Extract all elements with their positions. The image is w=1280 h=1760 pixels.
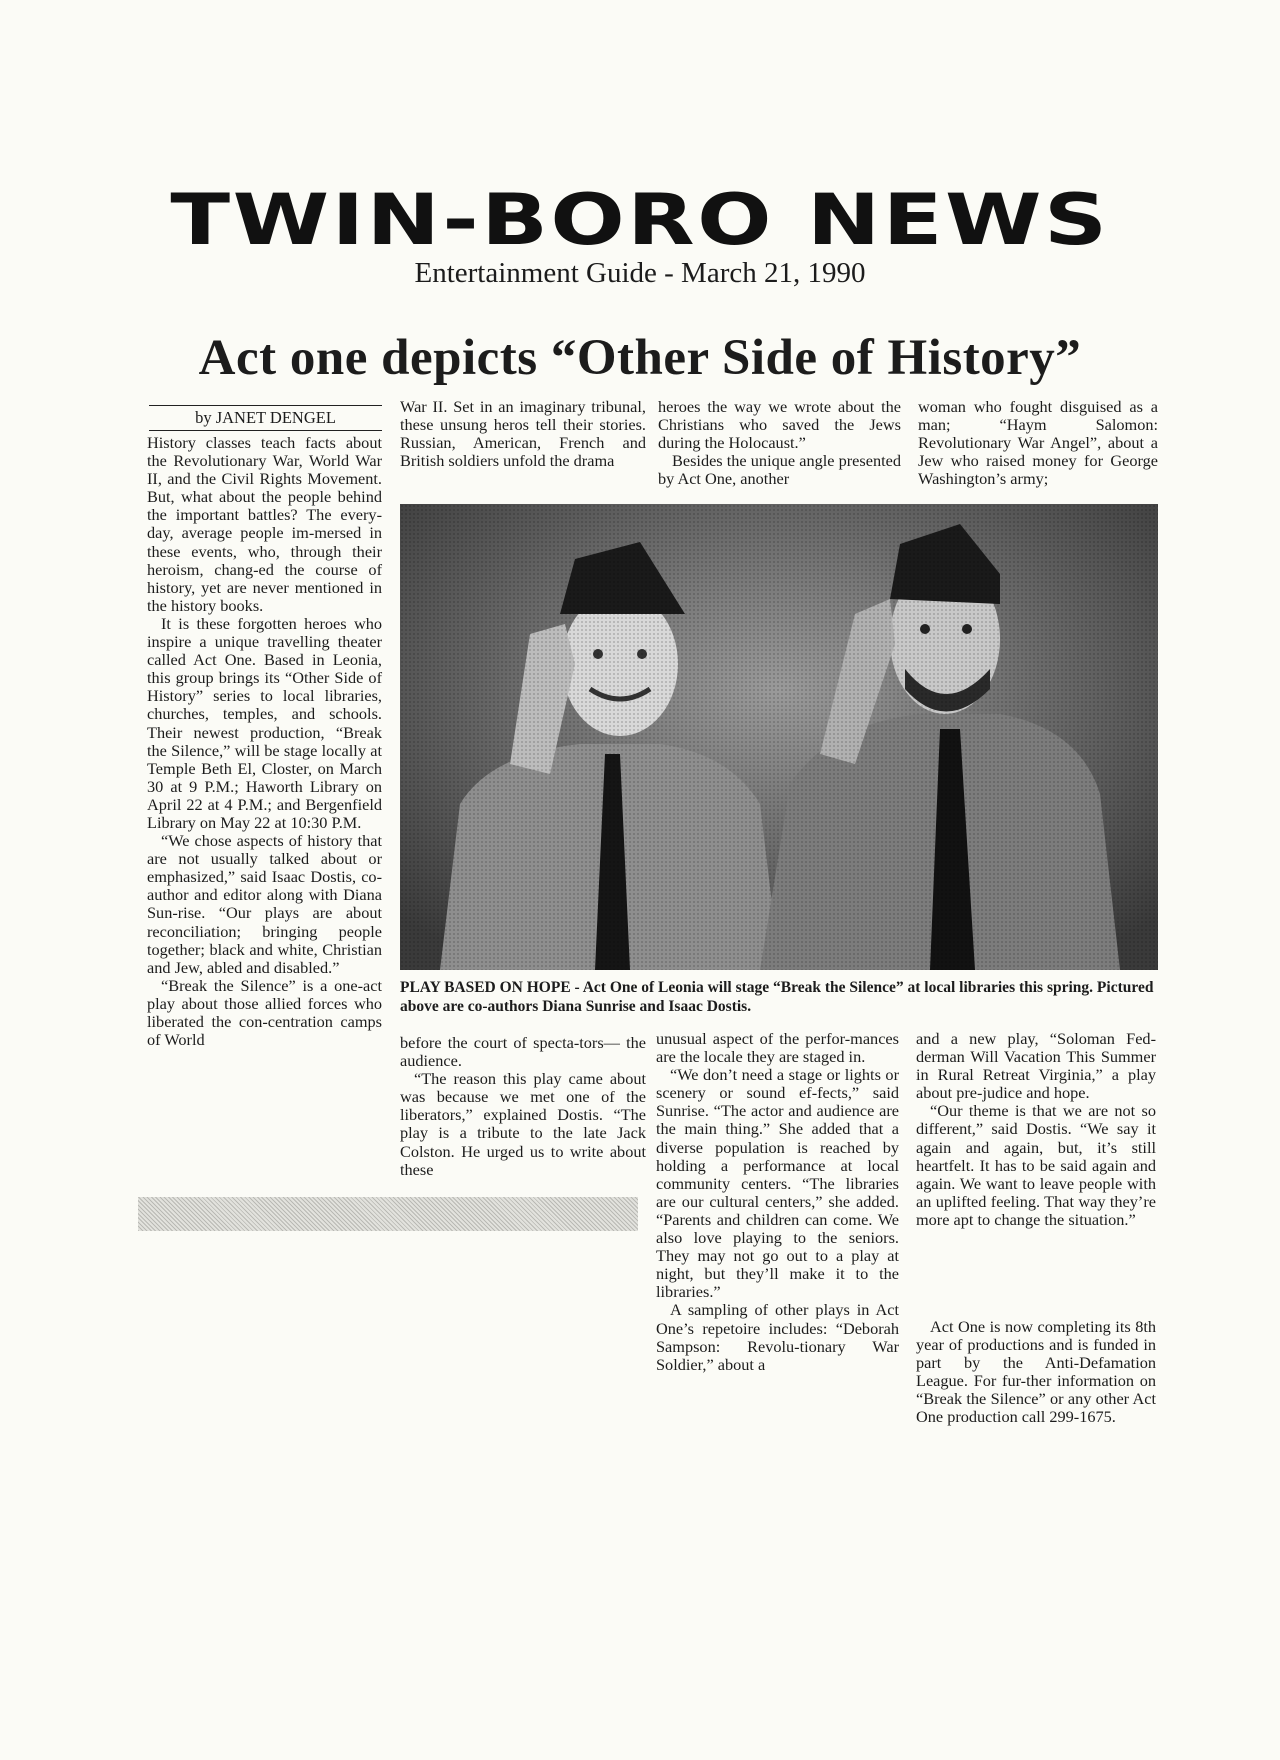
byline: by JANET DENGEL (195, 408, 336, 427)
column-2-top (400, 398, 646, 470)
paragraph: unusual aspect of the perfor-mances are the locale they are staged in. (656, 1029, 899, 1067)
paragraph: woman who fought disguised as a man; “Haym Salomon: Revolutionary War Angel”, about a Jew who raised money for George Washington’s army; (918, 397, 1158, 489)
news-photo (400, 504, 1158, 970)
column-4-top (918, 398, 1158, 488)
paragraph: A sampling of other plays in Act One’s repetoire includes: “Deborah Sampson: Revolu-tionary War Soldier,” about a (656, 1300, 899, 1374)
paragraph: before the court of specta-tors— the audience. (400, 1033, 646, 1071)
photo-caption: PLAY BASED ON HOPE - Act One of Leonia will stage “Break the Silence” at local libraries this spring. Pictured above are co-authors Diana Sunrise and Isaac Dostis. (400, 979, 1154, 1015)
headline: Act one depicts “Other Side of History” (198, 330, 1082, 386)
paragraph: heroes the way we wrote about the Christians who saved the Jews during the Holocaust.” (658, 397, 901, 453)
column-3-bottom (656, 1030, 899, 1374)
masthead: TWIN-BORO NEWS (170, 179, 1110, 261)
column-1 (147, 434, 382, 1049)
paragraph: Act One is now completing its 8th year of productions and is funded in part by the Anti-Defamation League. For fur-ther information on “Break the Silence” or any other Act One production call 299-1675. (916, 1317, 1156, 1427)
paragraph: It is these forgotten heroes who inspire a unique travelling theater called Act One. Based in Leonia, this group brings its “Other Side of History” series to local libraries, churches, temples, and schools. Their newest production, “Break the Silence,” will be stage locally at Temple Beth El, Closter, on March 30 at 9 P.M.; Haworth Library on April 22 at 4 P.M.; and Bergenfield Library on May 22 at 10:30 P.M. (147, 613, 382, 832)
paragraph: History classes teach facts about the Revolutionary War, World War II, and the Civil Rights Movement. But, what about the people behind the important battles? The every-day, average people im-mersed in these events, who, through their heroism, chang-ed the course of history, yet are never mentioned in the history books. (147, 433, 382, 615)
column-3-top (658, 398, 901, 488)
paragraph: and a new play, “Soloman Fed-derman Will Vacation This Summer in Rural Retreat Virginia,” a play about pre-judice and hope. (916, 1029, 1156, 1103)
byline-rule-bottom (149, 430, 382, 431)
paragraph: War II. Set in an imaginary tribunal, these unsung heros tell their stories. Russian, American, French and British soldiers unfold the drama (400, 397, 646, 471)
column-4-end (916, 1318, 1156, 1427)
paragraph: “The reason this play came about was because we met one of the liberators,” explained Dostis. “The play is a tribute to the late Jack Colston. He urged us to write about these (400, 1069, 646, 1179)
paragraph: “Our theme is that we are not so different,” said Dostis. “We say it again and again, but, it’s still heartfelt. It has to be said again and again. We want to leave people with an uplifted feeling. That way they’re more apt to change the situation.” (916, 1101, 1156, 1229)
column-4-bottom (916, 1030, 1156, 1229)
paragraph: Besides the unique angle presented by Act One, another (658, 451, 901, 489)
paragraph: “Break the Silence” is a one-act play about those allied forces who liberated the con-centration camps of World (147, 975, 382, 1050)
paragraph: “We don’t need a stage or lights or scenery or sound ef-fects,” said Sunrise. “The actor and audience are the main thing.” She added that a diverse population is reached by holding a performance at local community centers. “The libraries are our cultural centers,” she added. “Parents and children can come. We also love playing to the seniors. They may not go out to a play at night, but they’ll make it to the libraries.” (656, 1065, 899, 1302)
byline-rule-top (149, 405, 382, 406)
paragraph: “We chose aspects of history that are not usually talked about or emphasized,” said Isaac Dostis, co-author and editor along with Diana Sun-rise. “Our plays are about reconciliation; bringing people together; black and white, Christian and Jew, abled and disabled.” (147, 831, 382, 977)
halftone-tint-bar (138, 1197, 638, 1231)
photo-illustration (400, 504, 1158, 970)
column-2-bottom (400, 1034, 646, 1179)
edition-line: Entertainment Guide - March 21, 1990 (414, 257, 866, 289)
